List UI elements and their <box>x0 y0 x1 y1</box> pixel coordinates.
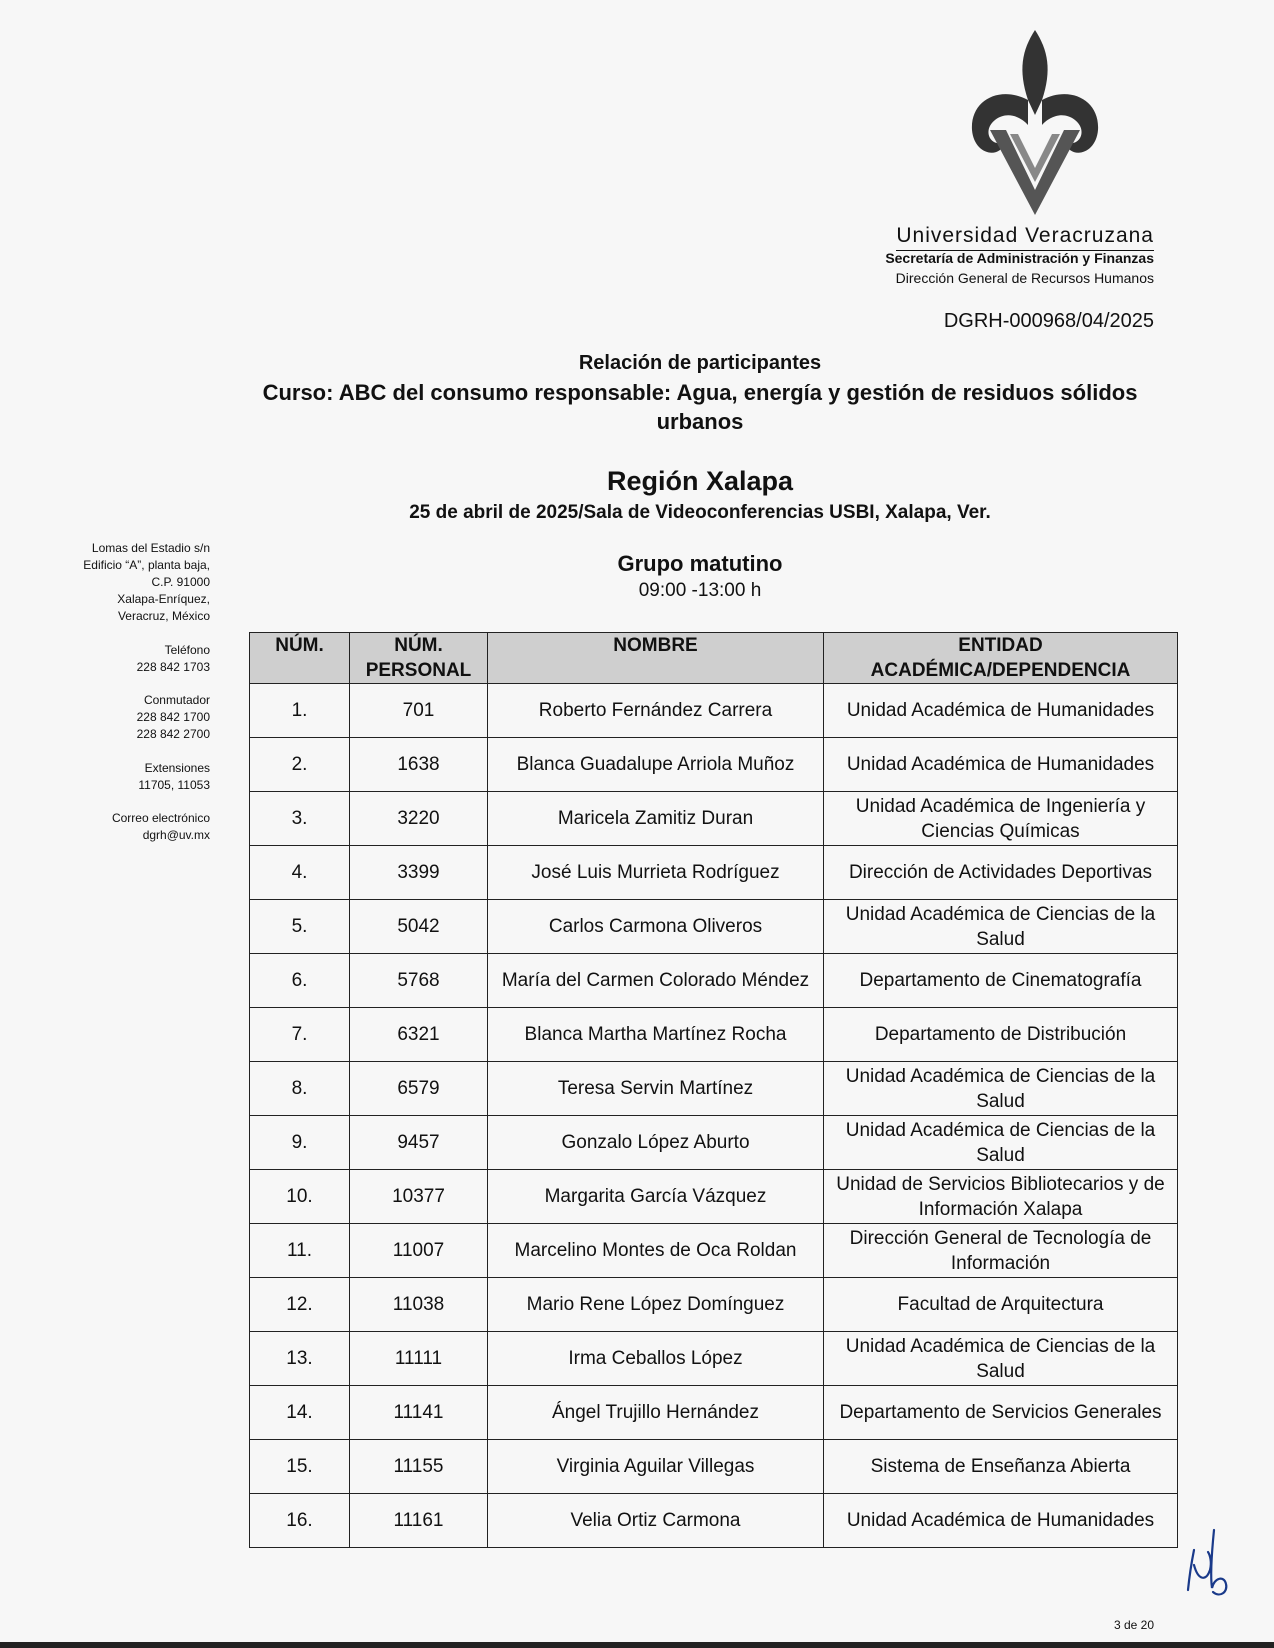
participant-name: Margarita García Vázquez <box>488 1170 824 1224</box>
participant-name: Virginia Aguilar Villegas <box>488 1440 824 1494</box>
secretariat-name: Secretaría de Administración y Finanzas <box>885 250 1154 266</box>
address-line: Xalapa-Enríquez, <box>117 592 210 606</box>
group-title: Grupo matutino <box>617 551 783 576</box>
table-body <box>250 684 1178 1548</box>
table-row <box>250 1494 1178 1548</box>
personnel-number: 11155 <box>350 1440 488 1494</box>
personnel-number: 9457 <box>350 1116 488 1170</box>
sidebar-extensions <box>40 760 210 794</box>
participant-entity: Unidad Académica de Ciencias de la Salud <box>824 900 1178 954</box>
date-place: 25 de abril de 2025/Sala de Videoconferencias USBI, Xalapa, Ver. <box>409 502 991 523</box>
address-line: Veracruz, México <box>117 609 210 623</box>
personnel-number: 701 <box>350 684 488 738</box>
personnel-number: 11111 <box>350 1332 488 1386</box>
personnel-number: 1638 <box>350 738 488 792</box>
participant-name: Carlos Carmona Oliveros <box>488 900 824 954</box>
table-row <box>250 1278 1178 1332</box>
table-row <box>250 1332 1178 1386</box>
column-header: NOMBRE <box>488 633 824 684</box>
row-number: 6. <box>250 954 350 1008</box>
address-line: C.P. 91000 <box>151 575 210 589</box>
personnel-number: 5042 <box>350 900 488 954</box>
participant-name: Teresa Servin Martínez <box>488 1062 824 1116</box>
table-row <box>250 1386 1178 1440</box>
group-time: 09:00 -13:00 h <box>638 580 762 601</box>
row-number: 14. <box>250 1386 350 1440</box>
table-row <box>250 738 1178 792</box>
participant-entity: Unidad de Servicios Bibliotecarios y de Información Xalapa <box>824 1170 1178 1224</box>
table-row <box>250 1224 1178 1278</box>
personnel-number: 3399 <box>350 846 488 900</box>
page-number: 3 de 20 <box>1113 1618 1154 1632</box>
sidebar-address <box>40 540 210 625</box>
participant-entity: Departamento de Servicios Generales <box>824 1386 1178 1440</box>
personnel-number: 5768 <box>350 954 488 1008</box>
participant-name: Irma Ceballos López <box>488 1332 824 1386</box>
scan-edge <box>0 1642 1274 1648</box>
participant-name: Marcelino Montes de Oca Roldan <box>488 1224 824 1278</box>
participant-entity: Unidad Académica de Ciencias de la Salud <box>824 1062 1178 1116</box>
participant-entity: Sistema de Enseñanza Abierta <box>824 1440 1178 1494</box>
participant-entity: Unidad Académica de Ingeniería y Ciencias Químicas <box>824 792 1178 846</box>
participant-entity: Unidad Académica de Humanidades <box>824 738 1178 792</box>
address-line: Lomas del Estadio s/n <box>91 541 210 555</box>
row-number: 7. <box>250 1008 350 1062</box>
participant-name: Roberto Fernández Carrera <box>488 684 824 738</box>
phone-number: 228 842 1703 <box>136 660 210 674</box>
row-number: 3. <box>250 792 350 846</box>
participant-name: Blanca Guadalupe Arriola Muñoz <box>488 738 824 792</box>
personnel-number: 11038 <box>350 1278 488 1332</box>
document-title: Relación de participantes <box>578 352 822 374</box>
table-row <box>250 1008 1178 1062</box>
participant-entity: Unidad Académica de Ciencias de la Salud <box>824 1116 1178 1170</box>
participant-entity: Unidad Académica de Ciencias de la Salud <box>824 1332 1178 1386</box>
table-row <box>250 1440 1178 1494</box>
row-number: 13. <box>250 1332 350 1386</box>
table-row <box>250 684 1178 738</box>
personnel-number: 11007 <box>350 1224 488 1278</box>
participant-entity: Dirección de Actividades Deportivas <box>824 846 1178 900</box>
institution-name: Universidad Veracruzana <box>896 224 1154 251</box>
course-title: Curso: ABC del consumo responsable: Agua, energía y gestión de residuos sólidos urbanos <box>262 380 1138 434</box>
email-label: Correo electrónico <box>111 811 210 825</box>
email-address: dgrh@uv.mx <box>142 828 210 842</box>
participant-entity: Facultad de Arquitectura <box>824 1278 1178 1332</box>
extensions-label: Extensiones <box>144 761 210 775</box>
sidebar-switchboard <box>40 692 210 743</box>
direction-name: Dirección General de Recursos Humanos <box>895 270 1154 286</box>
row-number: 9. <box>250 1116 350 1170</box>
table-row <box>250 1062 1178 1116</box>
row-number: 15. <box>250 1440 350 1494</box>
participant-entity: Departamento de Distribución <box>824 1008 1178 1062</box>
participant-entity: Dirección General de Tecnología de Información <box>824 1224 1178 1278</box>
sidebar-phone <box>40 642 210 676</box>
column-header: NÚM. <box>250 633 350 684</box>
participant-entity: Unidad Académica de Humanidades <box>824 684 1178 738</box>
personnel-number: 3220 <box>350 792 488 846</box>
row-number: 2. <box>250 738 350 792</box>
university-logo-icon <box>960 30 1110 220</box>
participant-name: Ángel Trujillo Hernández <box>488 1386 824 1440</box>
row-number: 16. <box>250 1494 350 1548</box>
participant-name: Mario Rene López Domínguez <box>488 1278 824 1332</box>
row-number: 4. <box>250 846 350 900</box>
participant-name: Velia Ortiz Carmona <box>488 1494 824 1548</box>
table-header-row <box>250 633 1178 684</box>
row-number: 5. <box>250 900 350 954</box>
table-row <box>250 792 1178 846</box>
personnel-number: 6321 <box>350 1008 488 1062</box>
participant-entity: Unidad Académica de Humanidades <box>824 1494 1178 1548</box>
row-number: 1. <box>250 684 350 738</box>
participant-name: María del Carmen Colorado Méndez <box>488 954 824 1008</box>
personnel-number: 6579 <box>350 1062 488 1116</box>
personnel-number: 11161 <box>350 1494 488 1548</box>
row-number: 10. <box>250 1170 350 1224</box>
switchboard-label: Conmutador <box>143 693 210 707</box>
personnel-number: 11141 <box>350 1386 488 1440</box>
column-header: ENTIDAD ACADÉMICA/DEPENDENCIA <box>824 633 1178 684</box>
table-row <box>250 1170 1178 1224</box>
participant-entity: Departamento de Cinematografía <box>824 954 1178 1008</box>
sidebar-email <box>40 810 210 844</box>
table-row <box>250 846 1178 900</box>
row-number: 12. <box>250 1278 350 1332</box>
switchboard-number: 228 842 2700 <box>136 727 210 741</box>
row-number: 8. <box>250 1062 350 1116</box>
table-row <box>250 954 1178 1008</box>
participant-name: José Luis Murrieta Rodríguez <box>488 846 824 900</box>
switchboard-number: 228 842 1700 <box>136 710 210 724</box>
address-line: Edificio “A”, planta baja, <box>83 558 210 572</box>
participant-name: Gonzalo López Aburto <box>488 1116 824 1170</box>
table-row <box>250 1116 1178 1170</box>
extensions-value: 11705, 11053 <box>138 778 210 792</box>
handwritten-initials <box>1180 1520 1240 1610</box>
document-id: DGRH-000968/04/2025 <box>943 310 1154 332</box>
participants-table <box>249 632 1178 1548</box>
table-row <box>250 900 1178 954</box>
row-number: 11. <box>250 1224 350 1278</box>
region-title: Región Xalapa <box>606 466 794 496</box>
phone-label: Teléfono <box>164 643 210 657</box>
personnel-number: 10377 <box>350 1170 488 1224</box>
participant-name: Blanca Martha Martínez Rocha <box>488 1008 824 1062</box>
participant-name: Maricela Zamitiz Duran <box>488 792 824 846</box>
column-header: NÚM. PERSONAL <box>350 633 488 684</box>
